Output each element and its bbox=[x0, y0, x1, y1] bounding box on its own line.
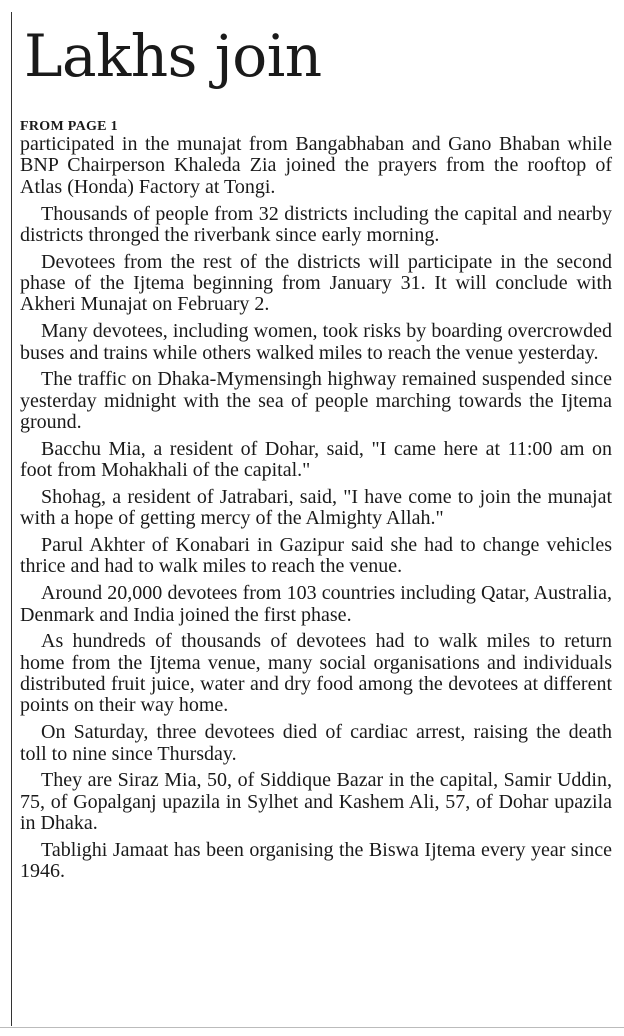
column-rule-left bbox=[11, 12, 12, 1026]
jump-line: FROM PAGE 1 bbox=[20, 119, 118, 134]
paragraph: Bacchu Mia, a resident of Dohar, said, "I came here at 11:00 am on foot from Mohakhali of the capital." bbox=[20, 437, 612, 482]
paragraph: Around 20,000 devotees from 103 countries including Qatar, Australia, Denmark and India joined the first phase. bbox=[20, 582, 612, 626]
headline: Lakhs join bbox=[24, 22, 322, 90]
paragraph: Devotees from the rest of the districts will participate in the second phase of the Ijtema beginning from January 31. It will conclude with Akheri Munajat on February 2. bbox=[20, 250, 612, 316]
paragraph: Parul Akhter of Konabari in Gazipur said she had to change vehicles thrice and had to walk miles to reach the venue. bbox=[20, 533, 612, 578]
paragraph: participated in the munajat from Bangabhaban and Gano Bhaban while BNP Chairperson Khaleda Zia joined the prayers from the rooftop of Atlas (Honda) Factory at Tongi. bbox=[20, 133, 612, 198]
bottom-rule bbox=[0, 1027, 624, 1028]
paragraph: The traffic on Dhaka-Mymensingh highway remained suspended since yesterday midnight with the sea of people marching towards the Ijtema ground. bbox=[20, 368, 612, 434]
paragraph: Many devotees, including women, took risks by boarding overcrowded buses and trains while others walked miles to reach the venue yesterday. bbox=[20, 320, 612, 364]
paragraph: On Saturday, three devotees died of cardiac arrest, raising the death toll to nine since Thursday. bbox=[20, 721, 612, 765]
paragraph: As hundreds of thousands of devotees had to walk miles to return home from the Ijtema venue, many social organisations and individuals distributed fruit juice, water and dry food among the devotees at different points on their way home. bbox=[20, 630, 612, 717]
paragraph: Thousands of people from 32 districts including the capital and nearby districts thronged the riverbank since early morning. bbox=[20, 202, 612, 246]
paragraph: Shohag, a resident of Jatrabari, said, "I have come to join the munajat with a hope of getting mercy of the Almighty Allah." bbox=[20, 485, 612, 530]
paragraph: Tablighi Jamaat has been organising the Biswa Ijtema every year since 1946. bbox=[20, 838, 612, 883]
paragraph: They are Siraz Mia, 50, of Siddique Bazar in the capital, Samir Uddin, 75, of Gopalganj upazila in Sylhet and Kashem Ali, 57, of Dohar upazila in Dhaka. bbox=[20, 769, 612, 835]
article-body bbox=[20, 134, 612, 888]
